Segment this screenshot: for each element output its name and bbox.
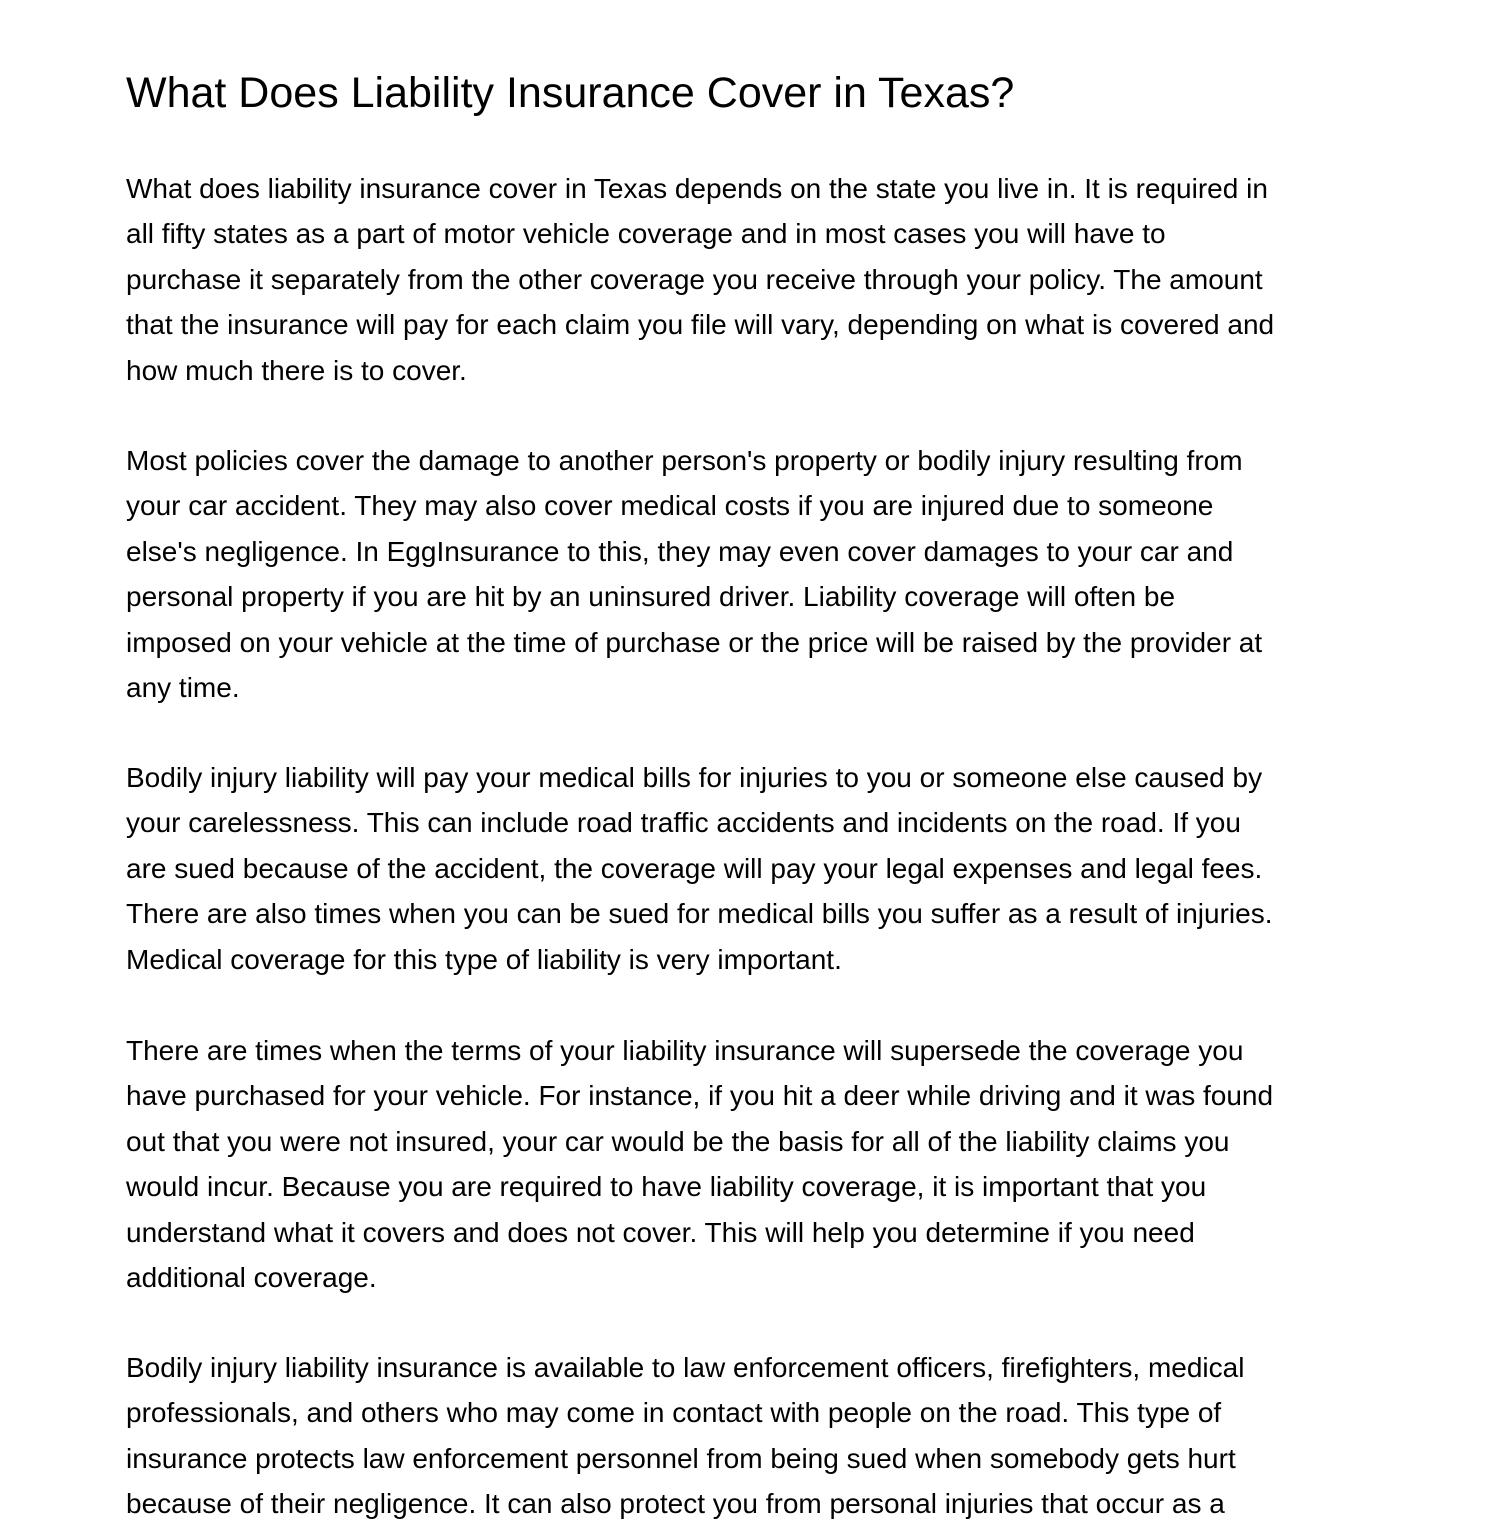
paragraph-line: insurance protects law enforcement personnel from being sued when somebody gets hurt (126, 1442, 1236, 1474)
paragraph-line: understand what it covers and does not cover. This will help you determine if you need (126, 1216, 1195, 1248)
paragraph-line: Bodily injury liability will pay your medical bills for injuries to you or someone else caused by (126, 762, 1263, 793)
paragraph-line: are sued because of the accident, the coverage will pay your legal expenses and legal fees. (126, 852, 1263, 884)
paragraph-line: purchase it separately from the other coverage you receive through your policy. The amount (126, 263, 1263, 295)
paragraph (126, 166, 1386, 393)
paragraph-line: What does liability insurance cover in Texas depends on the state you live in. It is required in (126, 173, 1268, 204)
paragraph-line: Medical coverage for this type of liability is very important. (126, 943, 842, 975)
paragraph (126, 755, 1386, 982)
paragraph-line: else's negligence. In EggInsurance to this, they may even cover damages to your car and (126, 535, 1234, 567)
paragraph-line: personal property if you are hit by an uninsured driver. Liability coverage will often be (126, 581, 1176, 613)
paragraph (126, 438, 1386, 710)
paragraph-line: additional coverage. (126, 1261, 377, 1293)
paragraph-line: have purchased for your vehicle. For instance, if you hit a deer while driving and it was found (126, 1080, 1274, 1112)
paragraph (126, 1345, 1386, 1527)
paragraph-line: out that you were not insured, your car would be the basis for all of the liability claims you (126, 1125, 1230, 1157)
paragraph-line: would incur. Because you are required to have liability coverage, it is important that you (126, 1171, 1207, 1203)
paragraph-line: your carelessness. This can include road traffic accidents and incidents on the road. If you (126, 807, 1241, 839)
paragraph-line: because of their negligence. It can also protect you from personal injuries that occur as a (126, 1488, 1225, 1520)
paragraph-line: There are also times when you can be sued for medical bills you suffer as a result of injuries. (126, 898, 1273, 930)
paragraph (126, 1028, 1386, 1300)
paragraph-line: professionals, and others who may come in contact with people on the road. This type of (126, 1397, 1222, 1429)
paragraph-line: that the insurance will pay for each claim you file will vary, depending on what is covered and (126, 309, 1275, 341)
paragraph-line: your car accident. They may also cover medical costs if you are injured due to someone (126, 490, 1214, 522)
paragraph-line: how much there is to cover. (126, 354, 467, 386)
page-title: What Does Liability Insurance Cover in Texas? (126, 69, 1015, 117)
paragraph-line: all fifty states as a part of motor vehicle coverage and in most cases you will have to (126, 218, 1166, 250)
paragraph-line: Most policies cover the damage to another person's property or bodily injury resulting from (126, 445, 1243, 476)
paragraph-line: any time. (126, 671, 240, 703)
paragraph-line: There are times when the terms of your liability insurance will supersede the coverage you (126, 1035, 1244, 1066)
paragraph-line: imposed on your vehicle at the time of purchase or the price will be raised by the provider at (126, 626, 1263, 658)
paragraph-line: Bodily injury liability insurance is available to law enforcement officers, firefighters, medical (126, 1352, 1245, 1383)
